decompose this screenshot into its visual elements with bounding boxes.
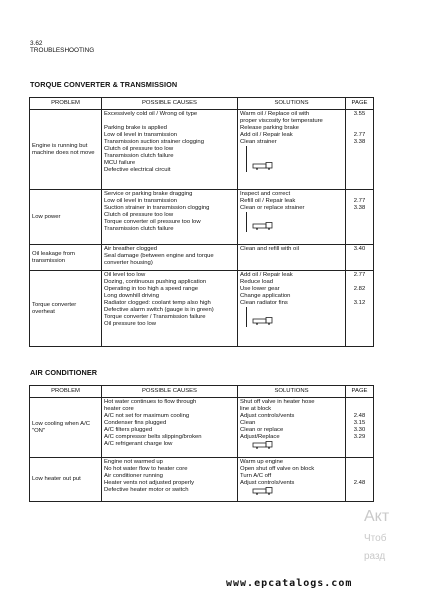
overlay-text: Акт [364,508,390,525]
causes-cell: Service or parking brake dragging Low oil level in transmission Suction strainer in transmission clogging Clutch oil pressure too low Torque converter oil pressure too low Transmission clutch failure [102,190,238,245]
causes-cell: Hot water continues to flow through heater core A/C not set for maximum cooling Condenser fins plugged A/C filters plugged A/C compressor belts slipping/broken A/C refrigerant charge low [102,398,238,458]
problem-cell: Low cooling when A/C "ON" [30,398,102,458]
problem-cell: Engine is running but machine does not move [30,110,102,190]
table-row [30,245,374,271]
solutions-cell: Warm oil / Replace oil with proper viscosity for temperature Release parking brake Add oil / Repair leak Clean strainer [238,110,346,190]
truck-icon [252,162,274,170]
col-solutions: SOLUTIONS [238,98,346,110]
truck-icon [252,487,274,495]
truck-icon [252,317,274,325]
causes-cell: Excessively cold oil / Wrong oil type Parking brake is applied Low oil level in transmission Transmission suction strainer clogging Clutch oil pressure too low Transmission clutch failure MCU failure Defective electrical circuit [102,110,238,190]
bracket-icon [246,212,252,232]
table-row [30,110,374,190]
col-solutions: SOLUTIONS [238,386,346,398]
overlay-text: разд [364,551,386,562]
section-header: TROUBLESHOOTING [30,47,95,54]
page-number: 3.62 [30,40,43,47]
problem-cell: Torque converter overheat [30,271,102,347]
air-section-title: AIR CONDITIONER [30,368,98,377]
page-cell: 2.48 3.15 3.30 3.29 [346,398,374,458]
solutions-cell: Inspect and correct Refill oil / Repair leak Clean or replace strainer [238,190,346,245]
col-causes: POSSIBLE CAUSES [102,386,238,398]
torque-table [29,97,374,347]
table-row [30,190,374,245]
table-row [30,398,374,458]
causes-cell: Engine not warmed up No hot water flow to heater core Air conditioner running Heater vents not adjusted properly Defective heater motor or switch [102,458,238,502]
col-problem: PROBLEM [30,386,102,398]
bracket-icon [246,307,252,327]
col-page: PAGE [346,386,374,398]
table-row [30,271,374,347]
solutions-cell: Add oil / Repair leak Reduce load Use lower gear Change application Clean radiator fins [238,271,346,347]
problem-cell: Oil leakage from transmission [30,245,102,271]
causes-cell: Air breather clogged Seal damage (between engine and torque converter housing) [102,245,238,271]
torque-section-title: TORQUE CONVERTER & TRANSMISSION [30,80,178,89]
truck-icon [252,441,274,449]
solutions-cell: Clean and refill with oil [238,245,346,271]
problem-cell: Low power [30,190,102,245]
header-row [30,98,374,110]
col-causes: POSSIBLE CAUSES [102,98,238,110]
bracket-icon [246,146,252,172]
problem-cell: Low heater out put [30,458,102,502]
footer-url: www.epcatalogs.com [226,578,353,589]
page-cell: 3.55 2.77 3.38 [346,110,374,190]
col-problem: PROBLEM [30,98,102,110]
page-cell: 2.77 3.38 [346,190,374,245]
header-row [30,386,374,398]
overlay-text: Чтоб [364,533,387,544]
page-cell: 2.77 2.82 3.12 [346,271,374,347]
page-cell: 2.48 [346,458,374,502]
col-page: PAGE [346,98,374,110]
solutions-cell: Warm up engine Open shut off valve on block Turn A/C off Adjust controls/vents [238,458,346,502]
page-cell: 3.40 [346,245,374,271]
air-table [29,385,374,502]
causes-cell: Oil level too low Dozing, continuous pushing application Operating in too high a speed range Long downhill driving Radiator clogged: coolant temp also high Defective alarm switch (gauge is in green) Torque converter / Transmission failure Oil pressure too low [102,271,238,347]
table-row [30,458,374,502]
solutions-cell: Shut off valve in heater hose line at block Adjust controls/vents Clean Clean or replace Adjust/Replace [238,398,346,458]
truck-icon [252,222,274,230]
